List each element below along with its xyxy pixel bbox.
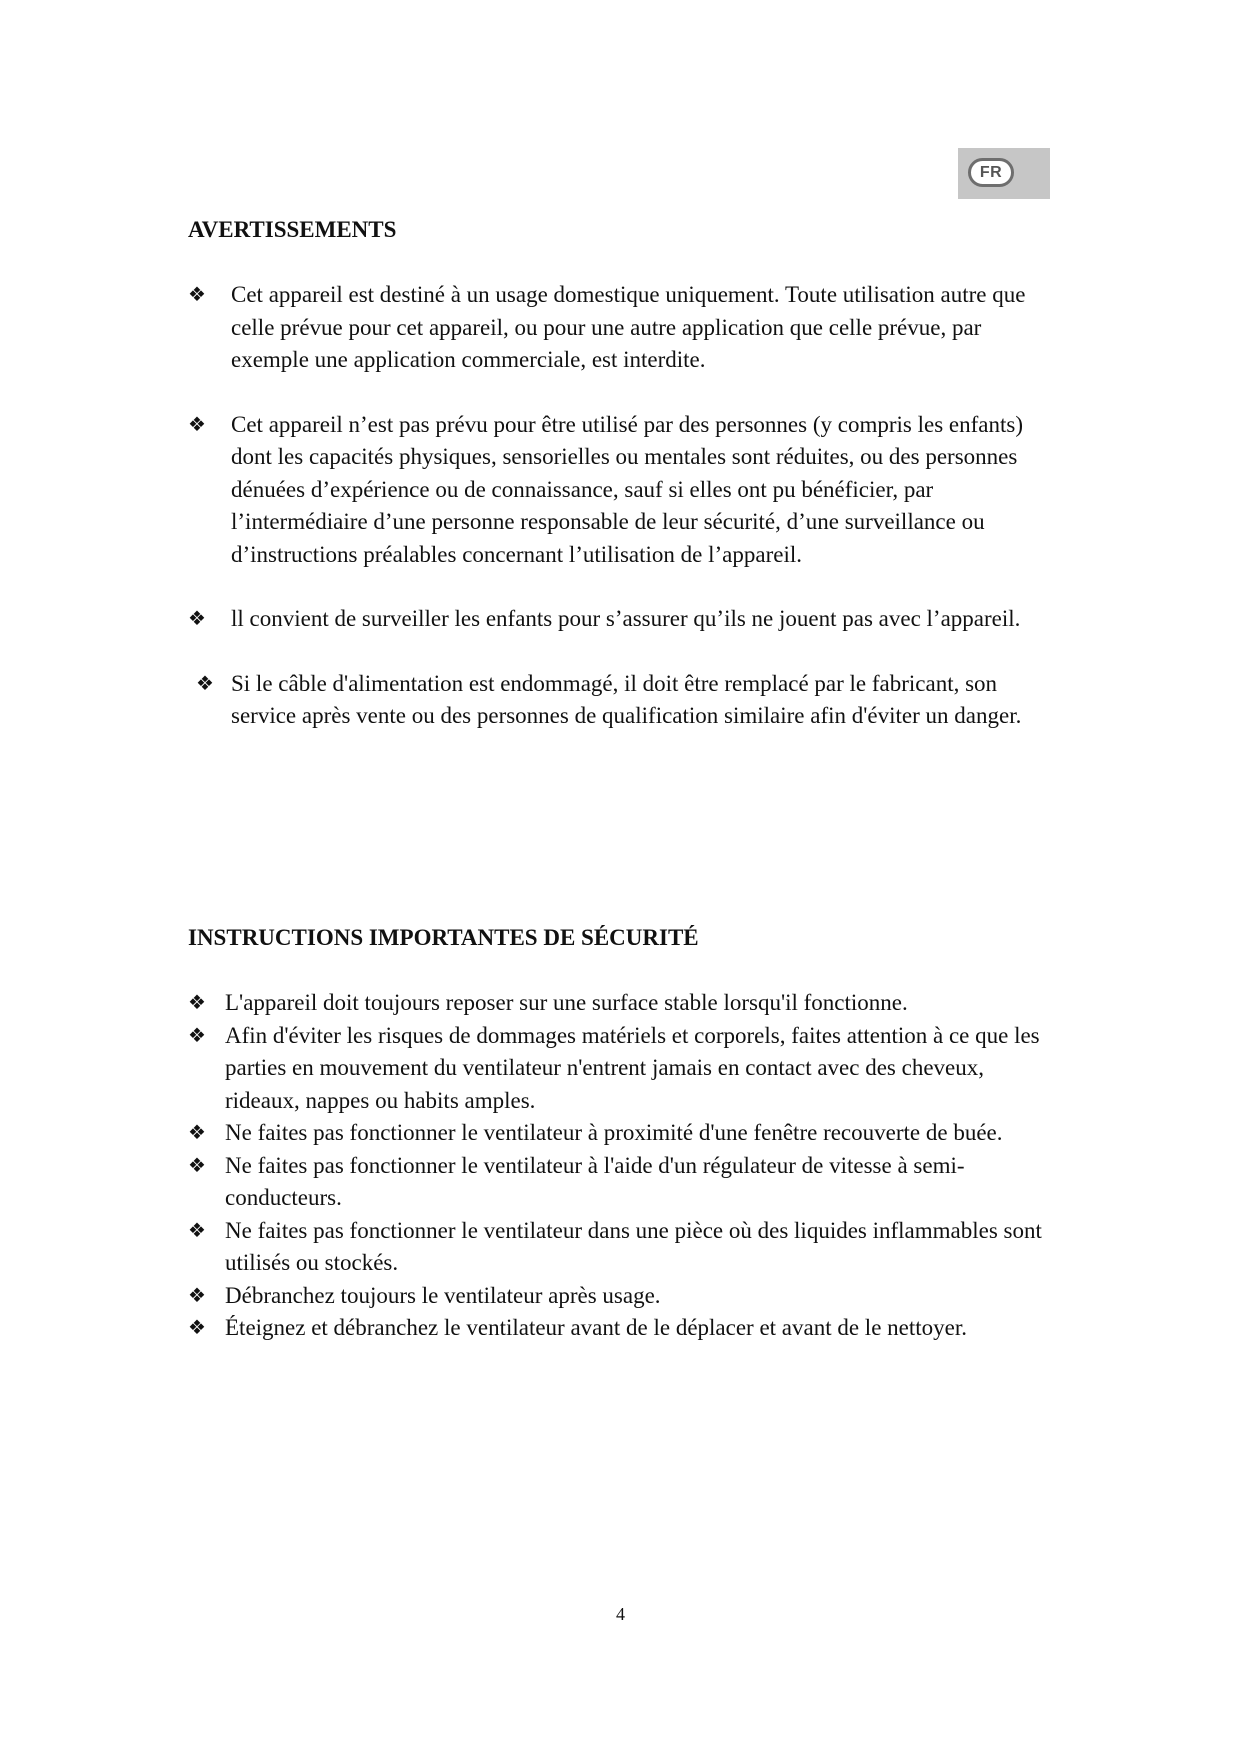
safety-text: Ne faites pas fonctionner le ventilateur à l'aide d'un régulateur de vitesse à semi-conducteurs. xyxy=(225,1152,965,1210)
safety-list xyxy=(0,987,1241,1345)
safety-item xyxy=(0,1280,1241,1313)
diamond-bullet-icon: ❖ xyxy=(188,1154,206,1177)
page-number: 4 xyxy=(616,1604,625,1624)
safety-heading: INSTRUCTIONS IMPORTANTES DE SÉCURITÉ xyxy=(188,925,699,950)
warnings-heading: AVERTISSEMENTS xyxy=(188,217,397,242)
safety-item xyxy=(0,1215,1241,1280)
diamond-bullet-icon: ❖ xyxy=(188,992,206,1014)
language-badge-label: FR xyxy=(968,158,1014,187)
safety-item xyxy=(0,987,1241,1020)
safety-item xyxy=(0,1312,1241,1345)
warning-text: Cet appareil est destiné à un usage domestique uniquement. Toute utilisation autre que celle prévue pour cet appareil, ou pour une autre application que celle prévue, par exemple une application commerciale, est interdite. xyxy=(231,282,1026,372)
diamond-bullet-icon: ❖ xyxy=(196,672,214,695)
diamond-bullet-icon: ❖ xyxy=(188,1122,206,1144)
safety-item xyxy=(0,1150,1241,1215)
safety-text: Afin d'éviter les risques de dommages matériels et corporels, faites attention à ce que les parties en mouvement du ventilateur n'entrent jamais en contact avec des cheveux, rideaux, nappes ou habits amples. xyxy=(225,1022,1040,1113)
warning-item xyxy=(0,668,1241,733)
safety-text: Éteignez et débranchez le ventilateur avant de le déplacer et avant de le nettoyer. xyxy=(225,1315,967,1340)
safety-text: Ne faites pas fonctionner le ventilateur à proximité d'une fenêtre recouverte de buée. xyxy=(225,1120,1003,1145)
warnings-list xyxy=(0,279,1241,765)
safety-item xyxy=(0,1020,1241,1118)
safety-text: Ne faites pas fonctionner le ventilateur dans une pièce où des liquides inflammables sont utilisés ou stockés. xyxy=(225,1217,1042,1275)
language-badge xyxy=(958,148,1050,199)
safety-text: L'appareil doit toujours reposer sur une surface stable lorsqu'il fonctionne. xyxy=(225,990,908,1015)
diamond-bullet-icon: ❖ xyxy=(188,413,206,436)
warning-text: Cet appareil n’est pas prévu pour être utilisé par des personnes (y compris les enfants) dont les capacités physiques, sensorielles ou mentales sont réduites, ou des personnes dénuées d’expérience ou de connaissance, sauf si elles ont pu bénéficier, par l’intermédiaire d’une personne responsable de leur sécurité, d’une surveillance ou d’instructions préalables concernant l’utilisation de l’appareil. xyxy=(231,411,1023,567)
safety-item xyxy=(0,1117,1241,1150)
safety-text: Débranchez toujours le ventilateur après usage. xyxy=(225,1282,661,1308)
warning-text: ll convient de surveiller les enfants pour s’assurer qu’ils ne jouent pas avec l’appareil. xyxy=(231,606,1021,631)
diamond-bullet-icon: ❖ xyxy=(188,284,206,306)
diamond-bullet-icon: ❖ xyxy=(188,1219,206,1242)
warning-text: Si le câble d'alimentation est endommagé, il doit être remplacé par le fabricant, son service après vente ou des personnes de qualification similaire afin d'éviter un danger. xyxy=(231,670,1022,728)
diamond-bullet-icon: ❖ xyxy=(188,1024,206,1047)
warning-item xyxy=(0,279,1241,377)
diamond-bullet-icon: ❖ xyxy=(188,608,206,630)
diamond-bullet-icon: ❖ xyxy=(188,1284,206,1307)
warning-item xyxy=(0,603,1241,636)
warning-item xyxy=(0,409,1241,572)
diamond-bullet-icon: ❖ xyxy=(188,1317,206,1339)
